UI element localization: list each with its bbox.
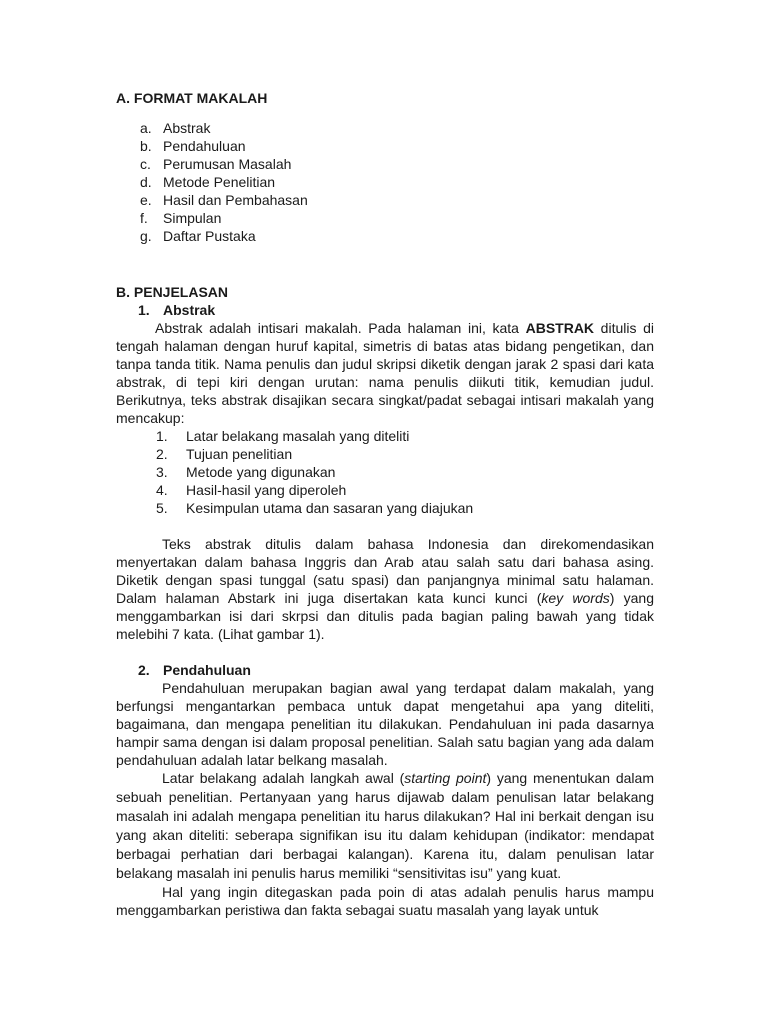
list-label: Metode Penelitian	[163, 174, 276, 190]
list-marker: b.	[140, 138, 152, 154]
list-marker: d.	[140, 174, 152, 190]
list-label: Latar belakang masalah yang diteliti	[186, 428, 410, 444]
list-item	[156, 463, 654, 481]
list-label: Simpulan	[163, 210, 222, 226]
list-item	[156, 445, 654, 463]
subsection-abstrak-heading	[138, 301, 654, 319]
abstrak-paragraph-1	[116, 319, 654, 427]
list-label: Kesimpulan utama dan sasaran yang diajukan	[186, 500, 474, 516]
subsection-title: Abstrak	[163, 302, 216, 318]
list-label: Daftar Pustaka	[163, 228, 256, 244]
list-item	[116, 155, 654, 173]
keyword-abstrak: ABSTRAK	[525, 320, 595, 336]
list-label: Metode yang digunakan	[186, 464, 336, 480]
list-marker: 4.	[156, 482, 168, 498]
list-marker: f.	[140, 210, 148, 226]
list-item	[116, 191, 654, 209]
pendahuluan-paragraph-2	[116, 769, 654, 883]
list-marker: c.	[140, 156, 151, 172]
text-run: Teks abstrak ditulis dalam bahasa Indonesia dan direkomendasikan menyertakan dalam bahasa Inggris dan Arab atau salah satu dari bahasa asing. Diketik dengan spasi tunggal (satu spasi) dan panjangnya minimal satu halaman. Dalam halaman Abstark ini juga disertakan kata kunci kunci (	[116, 536, 654, 606]
format-list	[116, 119, 654, 245]
list-label: Hasil-hasil yang diperoleh	[186, 482, 347, 498]
list-item	[156, 481, 654, 499]
list-item	[116, 209, 654, 227]
list-label: Pendahuluan	[163, 138, 246, 154]
list-marker: 3.	[156, 464, 168, 480]
list-label: Hasil dan Pembahasan	[163, 192, 308, 208]
list-marker: 5.	[156, 500, 168, 516]
italic-term: starting point	[404, 770, 487, 786]
list-label: Tujuan penelitian	[186, 446, 293, 462]
subsection-number: 2.	[138, 662, 150, 678]
document-page	[116, 89, 654, 919]
text-run: ) yang menggambarkan isi dari skrpsi dan ditulis pada bagian paling bawah yang tidak melebihi 7 kata. (Lihat gambar 1).	[116, 590, 654, 642]
subsection-title: Pendahuluan	[163, 662, 251, 678]
list-label: Perumusan Masalah	[163, 156, 292, 172]
section-a-title: A. FORMAT MAKALAH	[116, 90, 268, 106]
list-item	[116, 173, 654, 191]
list-item	[116, 119, 654, 137]
subsection-number: 1.	[138, 302, 150, 318]
list-item	[156, 427, 654, 445]
list-item	[116, 227, 654, 245]
text-run: Abstrak adalah intisari makalah. Pada halaman ini, kata	[155, 320, 526, 336]
subsection-pendahuluan-heading	[138, 661, 654, 679]
list-item	[156, 499, 654, 517]
text-run: Latar belakang adalah langkah awal (	[162, 770, 405, 786]
list-marker: a.	[140, 120, 152, 136]
text-run: ditulis di tengah halaman dengan huruf kapital, simetris di batas atas bidang pengetikan, dan tanpa tanda titik. Nama penulis dan judul skripsi diketik dengan jarak 2 spasi dari kata abstrak, di tepi kiri dengan urutan: nama penulis diikuti titik, kemudian judul. Berikutnya, teks abstrak disajikan secara singkat/padat sebagai intisari makalah yang mencakup:	[116, 320, 655, 426]
list-marker: 1.	[156, 428, 168, 444]
list-marker: e.	[140, 192, 152, 208]
italic-term: key words	[541, 590, 610, 606]
list-item	[116, 137, 654, 155]
section-b-title: B. PENJELASAN	[116, 284, 229, 300]
pendahuluan-paragraph-3: Hal yang ingin ditegaskan pada poin di atas adalah penulis harus mampu menggambarkan peristiwa dan fakta sebagai suatu masalah yang layak untuk	[116, 884, 654, 918]
list-label: Abstrak	[163, 120, 211, 136]
abstrak-content-list	[116, 427, 654, 517]
list-marker: 2.	[156, 446, 168, 462]
abstrak-paragraph-2	[116, 535, 654, 643]
pendahuluan-paragraph-1: Pendahuluan merupakan bagian awal yang terdapat dalam makalah, yang berfungsi mengantarkan pembaca untuk dapat mengetahui apa yang diteliti, bagaimana, dan mengapa penelitian itu dilakukan. Pendahuluan ini pada dasarnya hampir sama dengan isi dalam proposal penelitian. Salah satu bagian yang ada dalam pendahuluan adalah latar belkang masalah.	[116, 680, 654, 768]
text-run: ) yang menentukan dalam sebuah penelitian. Pertanyaan yang harus dijawab dalam penulisan latar belakang masalah ini adalah mengapa penelitian itu harus dilakukan? Hal ini berkait dengan isu yang akan diteliti: seberapa signifikan isu itu dalam kehidupan (indikator: mendapat berbagai perhatian dari berbagai kalangan). Karena itu, dalam penulisan latar belakang masalah ini penulis harus memiliki “sensitivitas isu” yang kuat.	[116, 770, 654, 881]
list-marker: g.	[140, 228, 152, 244]
